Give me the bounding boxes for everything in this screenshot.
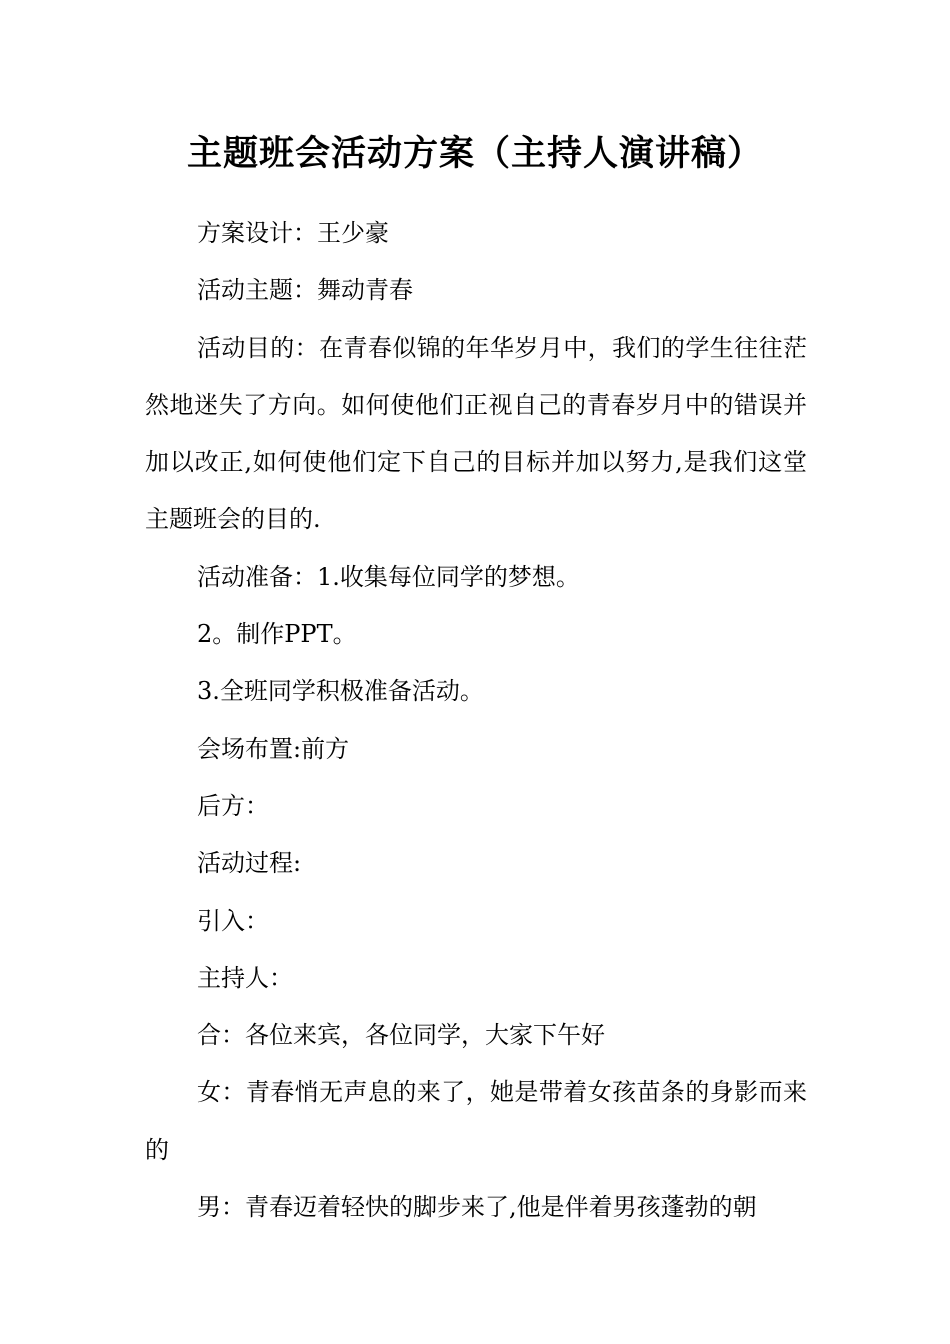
paragraph-host: 主持人：	[197, 963, 293, 992]
paragraph-activity-purpose: 活动目的：在青春似锦的年华岁月中，我们的学生往往茫然地迷失了方向。如何使他们正视自己的青春岁月中的错误并加以改正,如何使他们定下自己的目标并加以努力,是我们这堂主题班会的目的.	[145, 333, 807, 534]
paragraph-activity-theme: 活动主题：舞动青春	[197, 276, 413, 305]
paragraph-activity-process: 活动过程:	[197, 849, 302, 878]
paragraph-together-greeting: 合：各位来宾，各位同学，大家下午好	[197, 1021, 605, 1050]
paragraph-male-line: 男：青春迈着轻快的脚步来了,他是伴着男孩蓬勃的朝	[197, 1193, 757, 1222]
paragraph-introduction: 引入：	[197, 906, 269, 935]
paragraph-venue-back: 后方：	[197, 791, 269, 820]
document-body	[145, 205, 807, 1236]
paragraph-venue-front: 会场布置:前方	[197, 734, 350, 763]
paragraph-preparation-1: 活动准备：1.收集每位同学的梦想。	[197, 562, 580, 591]
paragraph-preparation-3: 3.全班同学积极准备活动。	[197, 677, 484, 706]
paragraph-plan-designer: 方案设计：王少豪	[197, 219, 389, 247]
paragraph-preparation-2: 2。制作PPT。	[197, 620, 357, 649]
document-title: 主题班会活动方案（主持人演讲稿）	[186, 134, 763, 174]
paragraph-female-line: 女：青春悄无声息的来了，她是带着女孩苗条的身影而来的	[145, 1078, 807, 1164]
